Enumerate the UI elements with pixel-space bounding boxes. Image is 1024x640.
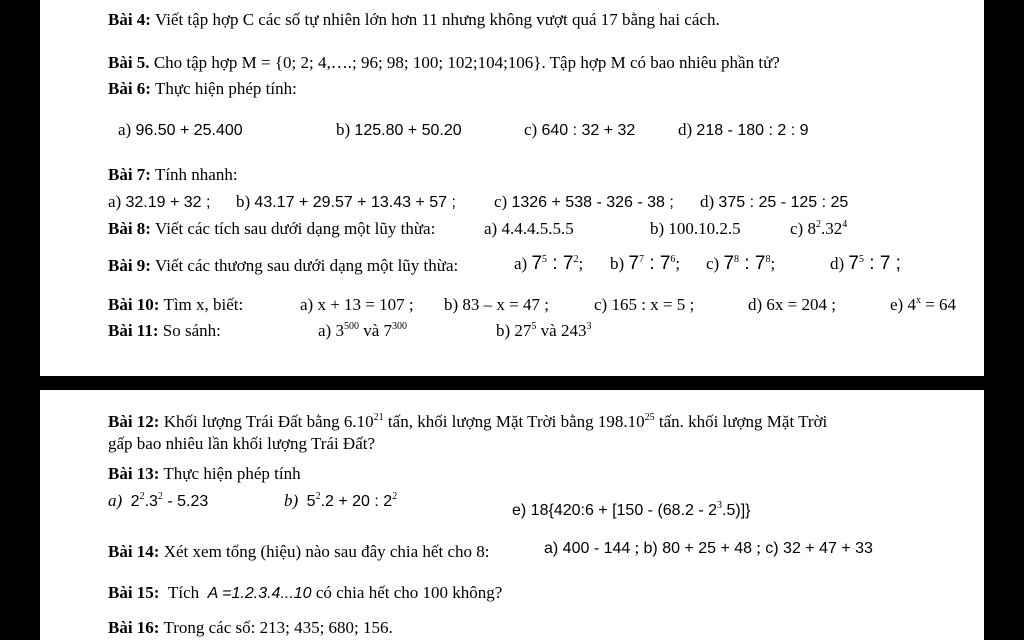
exercise-4-label: Bài 4:	[108, 10, 151, 29]
item-expression: 1326 + 538 - 326 - 38 ;	[511, 194, 674, 211]
exponent: 8	[734, 254, 740, 265]
text: 5	[306, 493, 316, 510]
exercise-6-item-b	[336, 120, 462, 141]
exercise-8-item-a: a) 4.4.4.5.5.5	[484, 219, 574, 238]
exercise-16-text: Trong các số: 213; 435; 680; 156.	[163, 618, 393, 637]
item-letter: a)	[514, 254, 528, 273]
item-letter: c)	[706, 254, 720, 273]
text: .3	[144, 493, 158, 510]
exercise-6-label: Bài 6:	[108, 79, 151, 98]
exercise-7-item-d	[700, 192, 848, 213]
exercise-14-text: Xét xem tổng (hiệu) nào sau đây chia hết cho 8:	[163, 542, 490, 561]
exercise-8-label: Bài 8:	[108, 219, 151, 238]
text: = 64	[920, 295, 957, 314]
exponent: x	[915, 295, 921, 306]
text: .2 + 20 : 2	[320, 493, 393, 510]
item-expression: 125.80 + 50.20	[354, 122, 462, 139]
separator: ;	[675, 254, 681, 273]
exercise-15-rest: có chia hết cho 100 không?	[311, 583, 503, 602]
exercise-9-item-b	[610, 254, 680, 274]
exercise-9-label: Bài 9:	[108, 256, 151, 275]
exponent: 2	[815, 219, 821, 230]
exercise-15	[108, 583, 502, 604]
item-expression: 218 - 180 : 2 : 9	[696, 122, 809, 139]
text: a) 3	[318, 321, 344, 340]
exponent: 2	[573, 254, 579, 265]
exponent: 2	[157, 491, 163, 502]
text: .32	[820, 219, 843, 238]
exercise-8-item-c	[790, 219, 847, 239]
exercise-10-item-e	[890, 295, 956, 315]
exercise-7-item-c	[494, 192, 674, 213]
operator: : 7 ;	[864, 253, 901, 274]
exercise-10	[108, 295, 243, 315]
exercise-6-item-d	[678, 120, 809, 141]
exercise-13-item-e	[512, 500, 751, 521]
exercise-9-item-c	[706, 254, 775, 274]
text: b) 27	[496, 321, 532, 340]
item-expression: 96.50 + 25.400	[135, 122, 243, 139]
exponent: 6	[670, 254, 676, 265]
separator: ;	[756, 538, 762, 557]
exercise-12-line-2: gấp bao nhiêu lần khối lượng Trái Đất?	[108, 434, 376, 453]
item-letter: d)	[830, 254, 845, 273]
exercise-10-item-c: c) 165 : x = 5 ;	[594, 295, 695, 314]
exercise-16-label: Bài 16:	[108, 618, 160, 637]
exponent: 3	[717, 500, 723, 511]
exercise-15-expression: A =1.2.3.4...10	[207, 585, 312, 602]
item-letter: a)	[108, 192, 122, 211]
exercise-11-item-a	[318, 321, 407, 341]
text: - 5.23	[162, 493, 209, 510]
exponent: 5	[542, 254, 548, 265]
exercise-13-item-b	[284, 491, 397, 512]
text: và 243	[536, 321, 587, 340]
exercise-14-label: Bài 14:	[108, 542, 160, 561]
separator: ;	[634, 538, 640, 557]
exercise-8-text: Viết các tích sau dưới dạng một lũy thừa:	[154, 219, 436, 238]
separator: ;	[770, 254, 776, 273]
exercise-6	[108, 79, 297, 99]
text: e) 4	[890, 295, 916, 314]
item-b: b) 80 + 25 + 48	[643, 540, 753, 557]
separator: ;	[578, 254, 584, 273]
exercise-12-label: Bài 12:	[108, 412, 160, 431]
exponent: 5	[859, 254, 864, 265]
item-letter: b)	[236, 192, 251, 211]
exercise-13-item-a	[108, 491, 208, 512]
exercise-4-text: Viết tập hợp C các số tự nhiên lớn hơn 11 nhưng không vượt quá 17 bằng hai cách.	[154, 10, 720, 29]
exercise-7-label: Bài 7:	[108, 165, 151, 184]
exercise-8-item-b: b) 100.10.2.5	[650, 219, 741, 238]
exercise-11-label: Bài 11:	[108, 321, 159, 340]
exercise-10-label: Bài 10:	[108, 295, 160, 314]
exercise-7-text: Tính nhanh:	[154, 165, 238, 184]
operator: : 7	[547, 253, 574, 274]
exercise-10-item-a: a) x + 13 = 107 ;	[300, 295, 414, 314]
item-expression: 375 : 25 - 125 : 25	[718, 194, 849, 211]
exercise-9-item-d	[830, 254, 901, 274]
item-expression: 32.19 + 32 ;	[125, 194, 211, 211]
exercise-8	[108, 219, 435, 239]
exercise-16	[108, 618, 393, 638]
exercise-11-text: So sánh:	[162, 321, 221, 340]
exponent: 300	[392, 321, 408, 332]
exercise-13-text: Thực hiện phép tính	[159, 464, 301, 483]
exponent: 2	[139, 491, 145, 502]
item-letter: b)	[610, 254, 625, 273]
item-letter: a)	[118, 120, 132, 139]
exercise-13-label: Bài 13:	[108, 464, 160, 483]
text: c) 8	[790, 219, 816, 238]
exercise-9	[108, 256, 458, 276]
exercise-9-item-a	[514, 254, 583, 274]
item-expression: 43.17 + 29.57 + 13.43 + 57 ;	[254, 194, 456, 211]
operator: : 7	[644, 253, 671, 274]
exercise-6-text: Thực hiện phép tính:	[154, 79, 297, 98]
exercise-10-item-d: d) 6x = 204 ;	[748, 295, 836, 314]
exercise-11	[108, 321, 221, 341]
exercise-15-label: Bài 15:	[108, 583, 160, 602]
base: 7	[848, 253, 859, 274]
exercise-7-item-a	[108, 192, 210, 213]
item-letter: c)	[494, 192, 508, 211]
item-letter: b)	[336, 120, 351, 139]
item-letter: d)	[700, 192, 715, 211]
exercise-5-text: Cho tập hợp M = {0; 2; 4,….; 96; 98; 100; 102;104;106}. Tập hợp M có bao nhiêu phần tử?	[153, 53, 780, 72]
exponent: 2	[392, 491, 398, 502]
exercise-15-text: Tích	[167, 583, 200, 602]
text: Khối lượng Trái Đất bằng 6.10	[163, 412, 374, 431]
item-letter: d)	[678, 120, 693, 139]
exercise-14-items	[544, 538, 873, 559]
base: 7	[628, 253, 639, 274]
exercise-6-item-c	[524, 120, 635, 141]
text: 2	[130, 493, 140, 510]
exercise-10-item-b: b) 83 – x = 47 ;	[444, 295, 549, 314]
exercise-12	[108, 412, 827, 432]
text: và 7	[358, 321, 393, 340]
exercise-9-text: Viết các thương sau dưới dạng một lũy thừa:	[154, 256, 459, 275]
base: 7	[723, 253, 735, 274]
exercise-6-item-a	[118, 120, 243, 141]
text: tấn, khối lượng Mặt Trời bằng 198.10	[383, 412, 645, 431]
item-letter: a)	[108, 491, 123, 510]
exercise-5-label: Bài 5.	[108, 53, 150, 72]
exponent: 21	[373, 412, 384, 423]
item-a: a) 400 - 144	[544, 540, 631, 557]
page-1	[40, 0, 984, 376]
exponent: 5	[531, 321, 537, 332]
exercise-4	[108, 10, 720, 30]
text: e) 18{420:6 + [150 - (68.2 - 2	[512, 502, 718, 519]
text: .5)]}	[722, 502, 751, 519]
text: tấn. khối lượng Mặt Trời	[654, 412, 828, 431]
operator: : 7	[739, 253, 766, 274]
item-c: c) 32 + 47 + 33	[765, 540, 873, 557]
exercise-14	[108, 542, 489, 562]
exponent: 2	[315, 491, 321, 502]
exponent: 3	[586, 321, 592, 332]
exercise-7-item-b	[236, 192, 456, 213]
exercise-5	[108, 53, 780, 73]
exponent: 500	[343, 321, 359, 332]
item-letter: b)	[284, 491, 299, 510]
exercise-13	[108, 464, 301, 484]
exponent: 8	[765, 254, 771, 265]
page-2	[40, 390, 984, 640]
exponent: 7	[639, 254, 644, 265]
item-expression: 640 : 32 + 32	[541, 122, 636, 139]
exercise-11-item-b	[496, 321, 591, 341]
exponent: 25	[644, 412, 655, 423]
exercise-10-text: Tìm x, biết:	[163, 295, 244, 314]
item-letter: c)	[524, 120, 538, 139]
exercise-7	[108, 165, 238, 185]
exponent: 4	[842, 219, 848, 230]
base: 7	[531, 253, 543, 274]
